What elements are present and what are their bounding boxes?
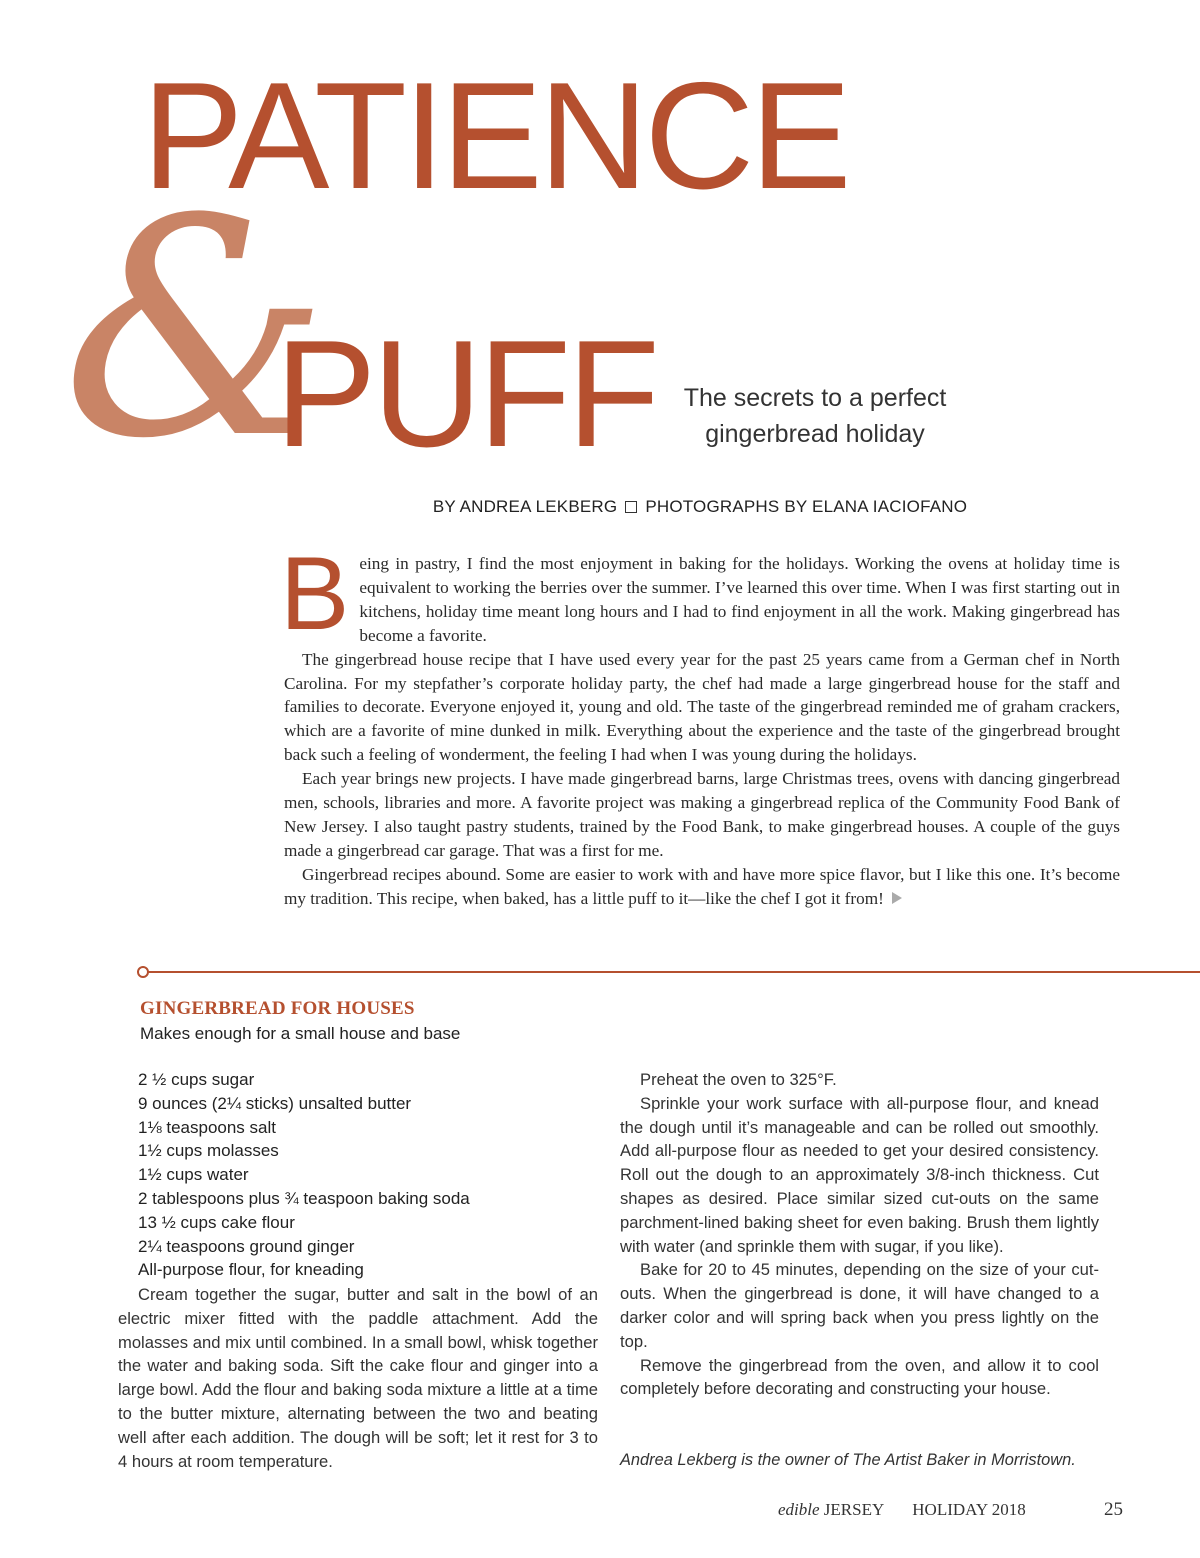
- ingredient-list: [138, 1068, 608, 1282]
- intro-paragraph-4: [284, 863, 1120, 911]
- method-step: Sprinkle your work surface with all-purpose flour, and knead the dough until it’s manageable and can be rolled out smoothly. Add all-purpose flour as needed to get your desired consistency. Roll out the dough to an approximately 3/8-inch thickness. Cut shapes as desired. Place similar sized cut-outs on the same parchment-lined baking sheet for even baking. Brush them lightly with water (and sprinkle them with sugar, if you like).: [620, 1093, 1099, 1256]
- method-step: Cream together the sugar, butter and salt in the bowl of an electric mixer fitted with the paddle attachment. Add the molasses and mix until combined. In a small bowl, whisk together the water and baking soda. Sift the cake flour and ginger into a large bowl. Add the flour and baking soda mixture a little at a time to the butter mixture, alternating between the two and beating well after each addition. The dough will be soft; let it rest for 3 to 4 hours at room temperature.: [118, 1285, 598, 1471]
- subtitle-line-2: gingerbread holiday: [705, 420, 925, 448]
- section-divider: [145, 971, 1200, 973]
- ingredient-item: 2¼ teaspoons ground ginger: [138, 1236, 355, 1256]
- ingredient-item: 2 tablespoons plus ¾ teaspoon baking soda: [138, 1188, 470, 1208]
- subtitle-line-1: The secrets to a perfect: [683, 384, 947, 412]
- ingredient-item: 1⅛ teaspoons salt: [138, 1117, 276, 1137]
- title-ampersand: &: [62, 155, 330, 504]
- title-patience: PATIENCE: [142, 51, 848, 221]
- title-puff: PUFF: [275, 309, 656, 479]
- publication-prefix: edible: [778, 1500, 820, 1519]
- author-credit: Andrea Lekberg is the owner of The Artist Baker in Morristown.: [620, 1451, 1076, 1469]
- ingredient-item: All-purpose flour, for kneading: [138, 1260, 364, 1280]
- intro-paragraph-1: [280, 536, 1120, 652]
- ingredient-item: 1½ cups water: [138, 1165, 249, 1185]
- intro-paragraph-2: The gingerbread house recipe that I have used every year for the past 25 years came from a German chef in North Carolina. For my stepfather’s corporate holiday party, the chef had made a large gingerbread house for the staff and families to decorate. Everyone enjoyed it, young and old. The taste of the gingerbread reminded me of graham crackers, which are a favorite of mine dunked in milk. Everything about the experience and the taste of the gingerbread brought back such a feeling of wonderment, the feeling I had when I was young during the holidays.: [284, 649, 1120, 765]
- method-step: Bake for 20 to 45 minutes, depending on the size of your cut-outs. When the gingerbread is done, it will have changed to a darker color and will spring back when you press lightly on the top.: [620, 1260, 1099, 1351]
- intro-paragraph-4-text: Gingerbread recipes abound. Some are easier to work with and have more spice flavor, but I like this one. It’s become my tradition. This recipe, when baked, has a little puff to it—like the chef I got it from!: [284, 864, 1120, 908]
- ingredient-item: 2 ½ cups sugar: [138, 1070, 255, 1089]
- method-step: Preheat the oven to 325°F.: [640, 1070, 837, 1089]
- byline-author: BY ANDREA LEKBERG: [432, 497, 618, 516]
- recipe-title: GINGERBREAD FOR HOUSES: [140, 998, 415, 1019]
- divider-circle-icon: [137, 966, 149, 978]
- intro-paragraph-3: Each year brings new projects. I have made gingerbread barns, large Christmas trees, ovens with dancing gingerbread men, schools, libraries and more. A favorite project was making a gingerbread replica of the Community Food Bank of New Jersey. I also taught pastry students, trained by the Food Bank, to make gingerbread houses. A couple of the guys made a gingerbread car garage. That was a first for me.: [284, 769, 1120, 860]
- publication-name: JERSEY: [823, 1500, 885, 1519]
- byline-photographer: PHOTOGRAPHS BY ELANA IACIOFANO: [645, 497, 968, 516]
- intro-text: [280, 536, 1120, 911]
- page-number: 25: [1104, 1499, 1123, 1520]
- square-separator-icon: [625, 501, 637, 513]
- ingredient-item: 9 ounces (2¼ sticks) unsalted butter: [138, 1093, 412, 1113]
- issue-label: HOLIDAY 2018: [912, 1500, 1026, 1519]
- drop-cap: B: [280, 536, 350, 652]
- method-right-column: [620, 1068, 1099, 1401]
- method-step: Remove the gingerbread from the oven, and allow it to cool completely before decorating and constructing your house.: [620, 1355, 1099, 1399]
- intro-paragraph-1-text: eing in pastry, I find the most enjoyment in baking for the holidays. Working the ovens at holiday time is equivalent to working the berries over the summer. I’ve learned this over time. When I was first starting out in kitchens, holiday time meant long hours and I had to find enjoyment in all the work. Making gingerbread has become a favorite.: [359, 554, 1120, 645]
- recipe-yield: Makes enough for a small house and base: [140, 1024, 461, 1043]
- byline: [380, 497, 1020, 517]
- continue-arrow-icon: [892, 892, 902, 904]
- ingredient-item: 13 ½ cups cake flour: [138, 1212, 295, 1232]
- subtitle: [640, 380, 990, 452]
- page-footer: [778, 1500, 1026, 1520]
- method-left-column: [118, 1283, 598, 1473]
- ingredient-item: 1½ cups molasses: [138, 1141, 279, 1161]
